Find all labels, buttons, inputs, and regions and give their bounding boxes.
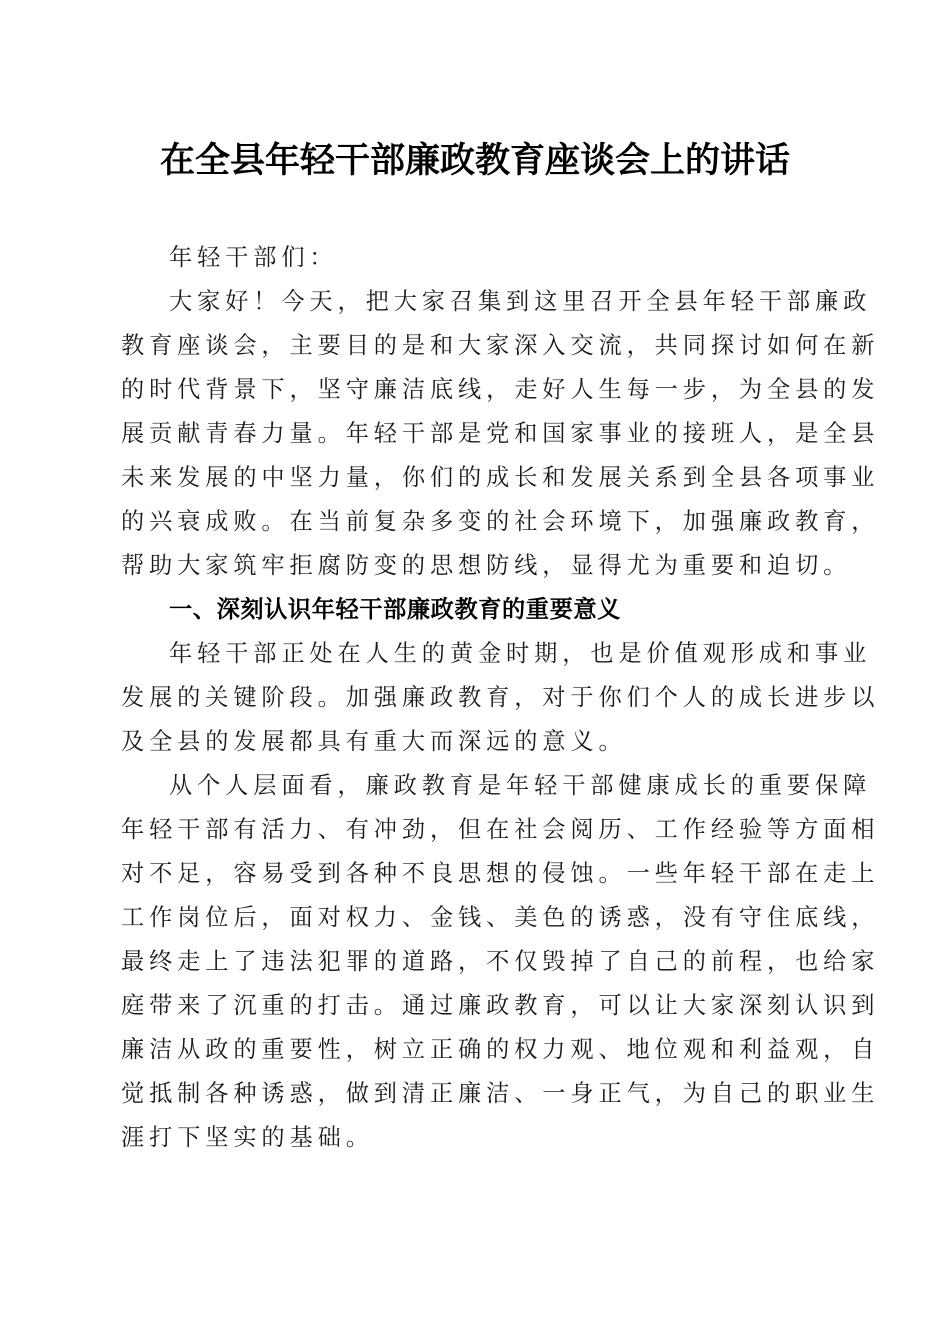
paragraph-line: 庭带来了沉重的打击。通过廉政教育，可以让大家深刻认识到 <box>121 992 880 1019</box>
paragraph-line: 及全县的发展都具有重大而深远的意义。 <box>121 728 627 755</box>
document-body <box>121 236 880 1160</box>
paragraph-line: 最终走上了违法犯罪的道路，不仅毁掉了自己的前程，也给家 <box>121 948 880 975</box>
paragraph-line: 未来发展的中坚力量，你们的成长和发展关系到全县各项事业 <box>121 464 880 491</box>
paragraph-line: 廉洁从政的重要性，树立正确的权力观、地位观和利益观，自 <box>121 1036 880 1063</box>
paragraph-line: 教育座谈会，主要目的是和大家深入交流，共同探讨如何在新 <box>121 332 880 359</box>
paragraph-line: 展贡献青春力量。年轻干部是党和国家事业的接班人，是全县 <box>121 420 880 447</box>
paragraph-line: 对不足，容易受到各种不良思想的侵蚀。一些年轻干部在走上 <box>121 860 880 887</box>
salutation-line: 年轻干部们： <box>169 244 338 271</box>
paragraph-line: 工作岗位后，面对权力、金钱、美色的诱惑，没有守住底线， <box>121 904 880 931</box>
paragraph-line: 觉抵制各种诱惑，做到清正廉洁、一身正气，为自己的职业生 <box>121 1080 880 1107</box>
document-title: 在全县年轻干部廉政教育座谈会上的讲话 <box>159 140 790 181</box>
paragraph-line: 年轻干部有活力、有冲劲，但在社会阅历、工作经验等方面相 <box>121 816 880 843</box>
paragraph-line: 涯打下坚实的基础。 <box>121 1124 374 1151</box>
paragraph-line: 从个人层面看，廉政教育是年轻干部健康成长的重要保障 <box>169 772 872 799</box>
paragraph-line: 的时代背景下，坚守廉洁底线，走好人生每一步，为全县的发 <box>121 376 880 403</box>
paragraph-line: 的兴衰成败。在当前复杂多变的社会环境下，加强廉政教育， <box>121 508 880 535</box>
paragraph-line: 帮助大家筑牢拒腐防变的思想防线，显得尤为重要和迫切。 <box>121 552 852 579</box>
paragraph-line: 大家好！今天，把大家召集到这里召开全县年轻干部廉政 <box>169 288 872 315</box>
section-heading: 一、深刻认识年轻干部廉政教育的重要意义 <box>169 596 621 623</box>
paragraph-line: 年轻干部正处在人生的黄金时期，也是价值观形成和事业 <box>169 640 872 667</box>
paragraph-line: 发展的关键阶段。加强廉政教育，对于你们个人的成长进步以 <box>121 684 880 711</box>
